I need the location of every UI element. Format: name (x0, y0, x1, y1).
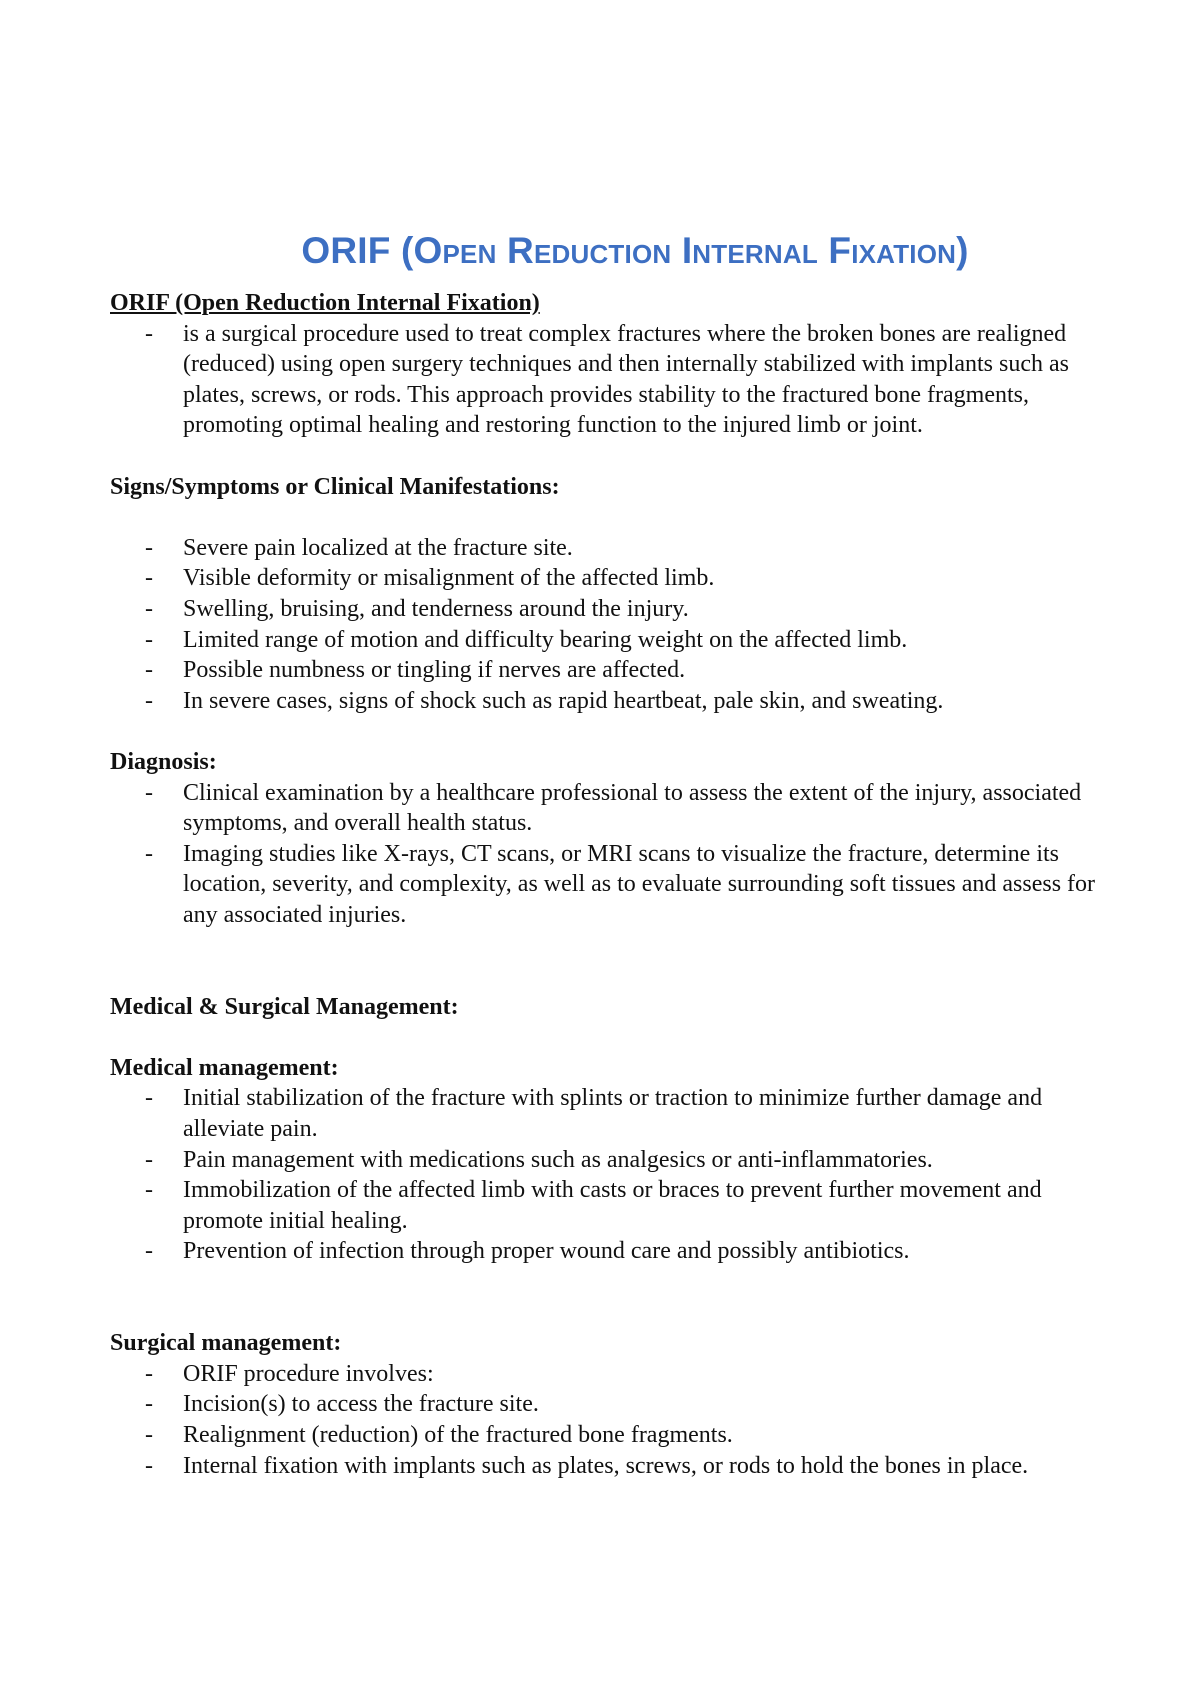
list-item: - Limited range of motion and difficulty bearing weight on the affected limb. (110, 625, 1110, 656)
list-item: - Swelling, bruising, and tenderness around the injury. (110, 594, 1110, 625)
list-item: - Initial stabilization of the fracture with splints or traction to minimize further damage and alleviate pain. (110, 1083, 1110, 1144)
list-item: - is a surgical procedure used to treat complex fractures where the broken bones are realigned (reduced) using open surgery techniques and then internally stabilized with implants such as plates, screws, or rods. This approach provides stability to the fractured bone fragments, promoting optimal healing and restoring function to the injured limb or joint. (110, 319, 1110, 441)
medical-section (110, 1053, 1110, 1267)
diagnosis-heading: Diagnosis: (110, 748, 217, 775)
page-title: ORIF (Open Reduction Internal Fixation) (301, 229, 969, 271)
signs-heading: Signs/Symptoms or Clinical Manifestations: (110, 473, 560, 500)
definition-heading: ORIF (Open Reduction Internal Fixation) (110, 290, 540, 316)
list-item: - Severe pain localized at the fracture site. (110, 533, 1110, 564)
list-item: - Visible deformity or misalignment of the affected limb. (110, 563, 1110, 594)
list-item: - Internal fixation with implants such as plates, screws, or rods to hold the bones in place. (110, 1451, 1110, 1482)
definition-list (110, 319, 1110, 441)
list-item: - Possible numbness or tingling if nerves are affected. (110, 655, 1110, 686)
list-item: - Realignment (reduction) of the fractured bone fragments. (110, 1420, 1110, 1451)
medical-heading: Medical management: (110, 1054, 339, 1081)
list-item: - Clinical examination by a healthcare professional to assess the extent of the injury, associated symptoms, and overall health status. (110, 778, 1110, 839)
management-heading: Medical & Surgical Management: (110, 993, 459, 1020)
spacer (110, 716, 1110, 747)
surgical-list (110, 1359, 1110, 1481)
document-body (110, 288, 1110, 1481)
spacer (110, 1267, 1110, 1328)
medical-list (110, 1083, 1110, 1267)
definition-section (110, 288, 1110, 441)
spacer (110, 930, 1110, 991)
list-item: - Pain management with medications such as analgesics or anti-inflammatories. (110, 1145, 1110, 1176)
spacer (110, 502, 1110, 533)
spacer (110, 1022, 1110, 1053)
list-item: - Prevention of infection through proper wound care and possibly antibiotics. (110, 1236, 1110, 1267)
list-item: - ORIF procedure involves: (110, 1359, 1110, 1390)
diagnosis-section (110, 747, 1110, 931)
spacer (110, 441, 1110, 472)
surgical-section (110, 1328, 1110, 1481)
list-item: - Incision(s) to access the fracture site. (110, 1389, 1110, 1420)
list-item: - Immobilization of the affected limb with casts or braces to prevent further movement and promote initial healing. (110, 1175, 1110, 1236)
list-item: - Imaging studies like X-rays, CT scans, or MRI scans to visualize the fracture, determine its location, severity, and complexity, as well as to evaluate surrounding soft tissues and assess for any associated injuries. (110, 839, 1110, 931)
signs-list (110, 533, 1110, 717)
surgical-heading: Surgical management: (110, 1330, 342, 1357)
diagnosis-list (110, 778, 1110, 931)
signs-section (110, 472, 1110, 717)
list-item: - In severe cases, signs of shock such as rapid heartbeat, pale skin, and sweating. (110, 686, 1110, 717)
